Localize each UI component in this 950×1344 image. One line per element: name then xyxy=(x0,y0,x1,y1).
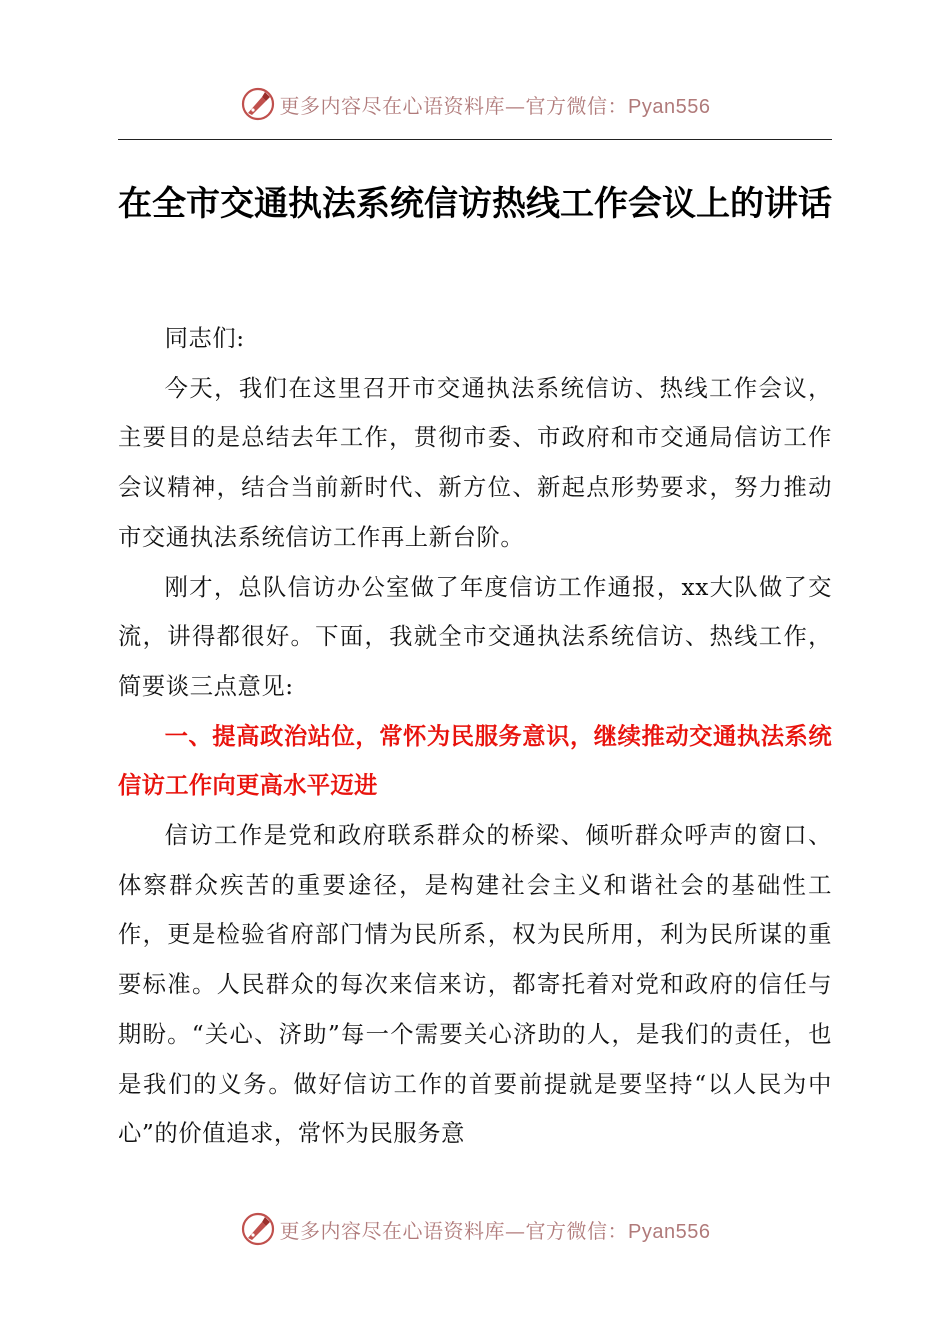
header-banner xyxy=(0,84,950,124)
wechat-account: Pyan556 xyxy=(628,95,711,118)
salutation: 同志们: xyxy=(164,325,245,352)
header-divider xyxy=(118,139,832,140)
document-title: 在全市交通执法系统信访热线工作会议上的讲话 xyxy=(118,184,832,224)
section-heading-1: 一、提高政治站位，常怀为民服务意识，继续推动交通执法系统信访工作向更高水平迈进 xyxy=(118,722,832,800)
paragraph-intro: 今天，我们在这里召开市交通执法系统信访、热线工作会议，主要目的是总结去年工作，贯彻市委、市政府和市交通局信访工作会议精神，结合当前新时代、新方位、新起点形势要求，努力推动市交通执法系统信访工作再上新台阶。 xyxy=(118,374,832,551)
section-paragraph-1: 信访工作是党和政府联系群众的桥梁、倾听群众呼声的窗口、体察群众疾苦的重要途径，是构建社会主义和谐社会的基础性工作，更是检验省府部门情为民所系，权为民所用，利为民所谋的重要标准。人民群众的每次来信来访，都寄托着对党和政府的信任与期盼。“关心、济助”每一个需要关心济助的人，是我们的责任，也是我们的义务。做好信访工作的首要前提就是要坚持“以人民为中心”的价值追求，常怀为民服务意 xyxy=(118,822,832,1148)
wechat-account: Pyan556 xyxy=(628,1220,711,1243)
paragraph-overview: 刚才，总队信访办公室做了年度信访工作通报，xx大队做了交流，讲得都很好。下面，我就全市交通执法系统信访、热线工作，简要谈三点意见: xyxy=(118,573,832,700)
banner-text: 更多内容尽在心语资料库—官方微信：Pyan556 xyxy=(279,1218,711,1243)
pen-nib-logo-icon xyxy=(240,1211,276,1247)
pen-nib-logo-icon xyxy=(240,86,276,122)
banner-text: 更多内容尽在心语资料库—官方微信：Pyan556 xyxy=(279,93,711,118)
footer-banner xyxy=(0,1209,950,1249)
document-body xyxy=(118,314,832,1159)
